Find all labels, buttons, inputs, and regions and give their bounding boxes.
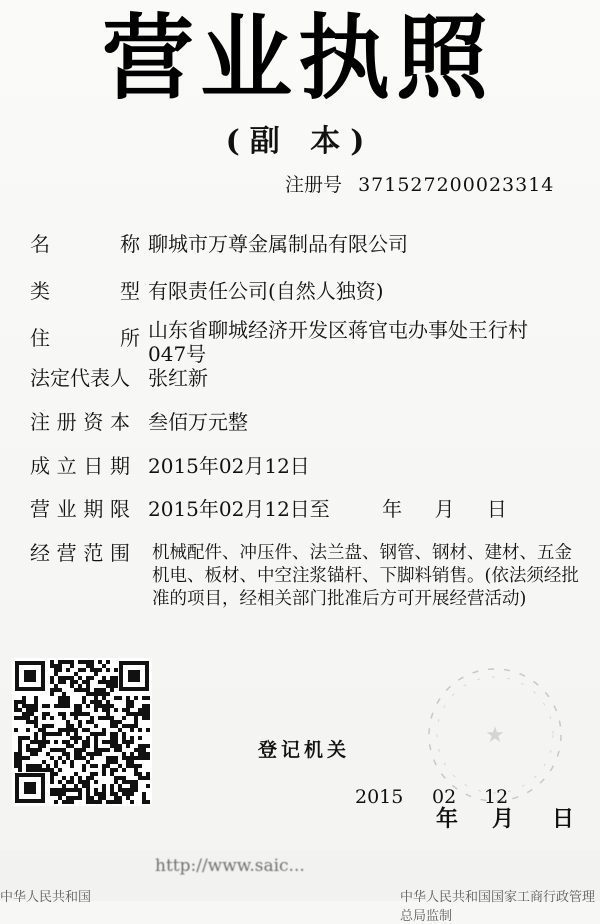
term-day-blank: 日 — [486, 497, 507, 521]
field-founded-label: 成 立 日 期 — [30, 454, 130, 478]
term-year-blank: 年 — [382, 497, 403, 521]
field-founded-value: 2015年02月12日 — [148, 454, 310, 478]
issuer-label: 登记机关 — [258, 739, 351, 761]
field-type-label: 类 型 — [30, 279, 140, 303]
term-month-blank: 月 — [434, 497, 455, 521]
registration-line — [285, 170, 554, 197]
field-term-start: 2015年02月12日至 — [148, 497, 330, 521]
field-legal-rep-label: 法定代表人 — [30, 366, 130, 390]
field-legal-rep-value: 张红新 — [148, 366, 208, 390]
field-capital-label: 注 册 资 本 — [30, 410, 130, 434]
field-term-label: 营 业 期 限 — [30, 497, 130, 521]
svg-text:★: ★ — [485, 723, 505, 748]
field-address-value: 山东省聊城经济开发区蒋官屯办事处王行村047号 — [148, 318, 528, 366]
field-scope-value: 机械配件、冲压件、法兰盘、钢管、钢材、建材、五金机电、板材、中空注浆锚杆、下脚料销售。(依法须经批准的项目，经相关部门批准后方可开展经营活动) — [152, 543, 579, 609]
qr-code — [12, 658, 152, 806]
issue-month: 02 — [432, 786, 457, 808]
page-title: 营业执照 — [101, 5, 494, 112]
footer-left-text: 中华人民共和国 — [0, 890, 92, 905]
registration-number: 371527200023314 — [358, 174, 555, 196]
registration-label: 注册号 — [285, 174, 343, 196]
copy-subtitle: (副 本) — [225, 124, 375, 159]
issue-year: 2015 — [355, 786, 404, 808]
field-scope-label: 经 营 范 围 — [30, 541, 130, 565]
issue-month-char: 月 — [492, 806, 515, 832]
issue-day: 12 — [484, 786, 509, 808]
footer-url-blur: http://www.saic... — [155, 856, 305, 876]
footer-right-text: 中华人民共和国国家工商行政管理总局监制 — [400, 890, 596, 924]
field-capital-value: 叁佰万元整 — [148, 410, 248, 434]
field-name-value: 聊城市万尊金属制品有限公司 — [148, 232, 408, 256]
issue-day-char: 日 — [552, 806, 575, 832]
field-term-value — [148, 497, 583, 521]
issue-year-char: 年 — [436, 806, 459, 832]
field-name-label: 名 称 — [30, 232, 140, 256]
field-address-label: 住 所 — [30, 326, 140, 350]
field-type-value: 有限责任公司(自然人独资) — [148, 279, 384, 303]
